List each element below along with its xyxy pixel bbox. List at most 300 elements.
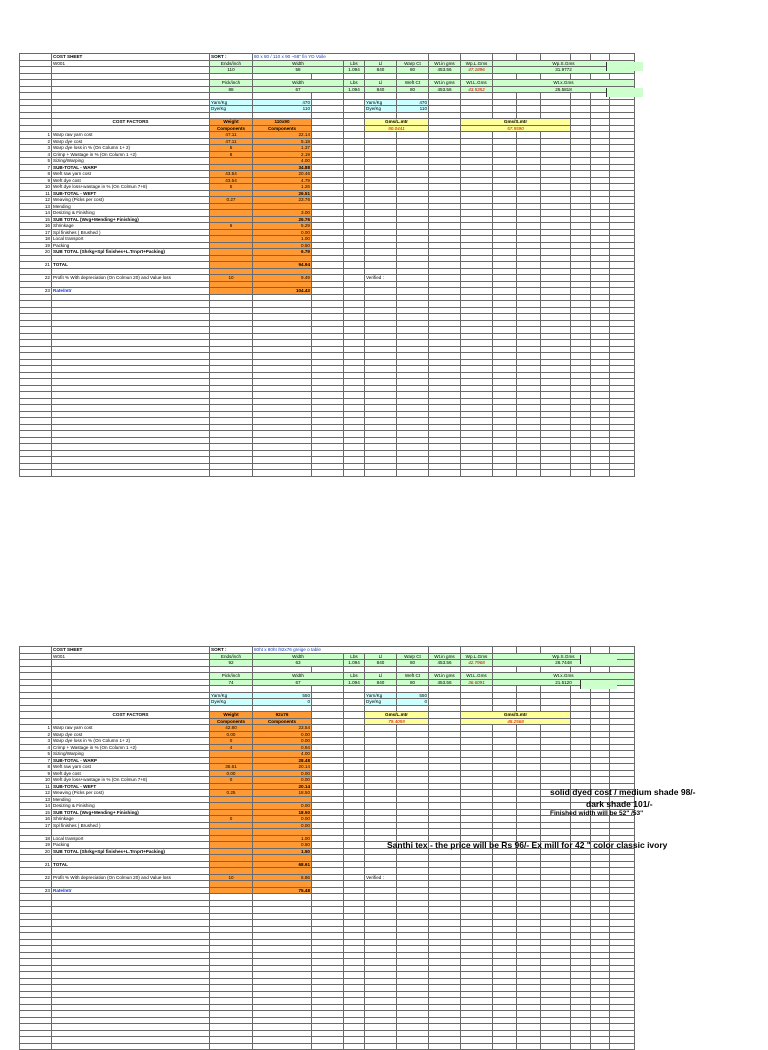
weft-header: Width bbox=[253, 673, 344, 680]
row-number: 8 bbox=[20, 171, 52, 178]
yarn-label-2: Yarn/Kg bbox=[365, 99, 397, 106]
warp-header: Warp Ct bbox=[397, 60, 429, 67]
row-number: 10 bbox=[20, 777, 52, 784]
row-number: 2 bbox=[20, 731, 52, 738]
verified-label: Verified : bbox=[365, 874, 397, 881]
weight-value: 47.11 bbox=[210, 138, 253, 145]
dye-value-2: 110 bbox=[397, 106, 429, 113]
row-number: 14 bbox=[20, 803, 52, 810]
warp-value: 453.56 bbox=[429, 660, 461, 667]
sheet-code: W001 bbox=[52, 653, 210, 660]
yarn-label-2: Yarn/Kg bbox=[365, 692, 397, 699]
cost-factor-label: Weft dye cost bbox=[52, 177, 210, 184]
cost-factor-label: Weft raw yarn cost bbox=[52, 171, 210, 178]
empty-cell bbox=[20, 1043, 52, 1050]
cost-factor-label: SUB TOTAL (Shrkg+Spl finishes+L.Trnprt+Packing) bbox=[52, 249, 210, 256]
row-number: 16 bbox=[20, 223, 52, 230]
warp-value: 1.094 bbox=[344, 660, 365, 667]
component-value: 1.00 bbox=[253, 835, 312, 842]
component-value: 6.86 bbox=[253, 874, 312, 881]
row-number: 19 bbox=[20, 242, 52, 249]
component-value: 75.48 bbox=[253, 887, 312, 894]
row-number: 16 bbox=[20, 816, 52, 823]
weight-value: 43.54 bbox=[210, 171, 253, 178]
warp-header: Ll bbox=[365, 653, 397, 660]
weight-value: 5 bbox=[210, 184, 253, 191]
sheet-code: W001 bbox=[52, 60, 210, 67]
cost-factor-label: Local transport bbox=[52, 835, 210, 842]
row-number: 4 bbox=[20, 151, 52, 158]
green-marker-4 bbox=[580, 680, 617, 689]
warp-value: 1.094 bbox=[344, 67, 365, 74]
row-number: 20 bbox=[20, 249, 52, 256]
empty-cell bbox=[493, 1043, 517, 1050]
empty-cell bbox=[571, 1043, 591, 1050]
warp-value: 63 bbox=[253, 660, 344, 667]
row-number: 13 bbox=[20, 203, 52, 210]
empty-cell bbox=[517, 470, 541, 477]
dye-label: Dye/Kg bbox=[210, 699, 253, 706]
blank-row bbox=[20, 470, 635, 477]
weft-value: 453.56 bbox=[429, 86, 461, 93]
warp-header: Lbs bbox=[344, 60, 365, 67]
empty-cell bbox=[52, 470, 210, 477]
row-number: 18 bbox=[20, 835, 52, 842]
components-label-2: Components bbox=[253, 125, 312, 132]
cost-factor-label: SUB-TOTAL - WARP bbox=[52, 164, 210, 171]
cost-factor-label: Warp raw yarn cost bbox=[52, 132, 210, 139]
weight-value: 10 bbox=[210, 275, 253, 282]
component-value: 26.76 bbox=[253, 216, 312, 223]
warp-header: Wt.in gms bbox=[429, 653, 461, 660]
empty-cell bbox=[610, 470, 635, 477]
component-value: 1.50 bbox=[253, 848, 312, 855]
cost-factor-label: Sizing/Warping bbox=[52, 751, 210, 758]
warp-header: Wp.S.Gms bbox=[493, 653, 635, 660]
blank-row bbox=[20, 1043, 635, 1050]
cost-factor-label: SUB TOTAL (Wvg+Mending+ Finishing) bbox=[52, 216, 210, 223]
component-value: 18.50 bbox=[253, 809, 312, 816]
dye-value: 0 bbox=[253, 699, 312, 706]
row-number: 7 bbox=[20, 757, 52, 764]
weight-value: 42.80 bbox=[210, 725, 253, 732]
component-value: 0.00 bbox=[253, 738, 312, 745]
cost-factor-label: Warp dye cost bbox=[52, 731, 210, 738]
warp-value: 47.1896 bbox=[461, 67, 493, 74]
row-number: 1 bbox=[20, 725, 52, 732]
warp-header: Wp.L.Gms bbox=[461, 653, 493, 660]
weight-value: 6 bbox=[210, 223, 253, 230]
cost-table bbox=[19, 53, 635, 477]
dye-value: 110 bbox=[253, 106, 312, 113]
weight-value: 43.54 bbox=[210, 177, 253, 184]
row-number: 21 bbox=[20, 861, 52, 868]
empty-cell bbox=[571, 470, 591, 477]
warp-header: Wp.S.Gms bbox=[493, 60, 635, 67]
cost-factor-label: Weft dye cost bbox=[52, 770, 210, 777]
component-value: 94.94 bbox=[253, 262, 312, 269]
component-value: 0.50 bbox=[253, 842, 312, 849]
component-value: 104.43 bbox=[253, 288, 312, 295]
cost-factor-label: Spl finishes ( Brushed ) bbox=[52, 229, 210, 236]
empty-cell bbox=[397, 470, 429, 477]
component-value: 0.00 bbox=[253, 770, 312, 777]
row-number: 7 bbox=[20, 164, 52, 171]
weight-value: 0.00 bbox=[210, 731, 253, 738]
empty-cell bbox=[344, 470, 365, 477]
empty-cell bbox=[312, 1043, 344, 1050]
cons-label: 110x90 bbox=[253, 119, 312, 126]
weight-value: 0 bbox=[210, 816, 253, 823]
cost-factor-label: SUB-TOTAL - WARP bbox=[52, 757, 210, 764]
weft-header: Width bbox=[253, 80, 344, 87]
row-number: 12 bbox=[20, 197, 52, 204]
weft-value: 840 bbox=[365, 86, 397, 93]
gms-l-label: Gms/L.mtr bbox=[365, 712, 429, 719]
row-number: 15 bbox=[20, 809, 52, 816]
components-label: Components bbox=[210, 718, 253, 725]
cost-factor-label: SUB TOTAL (Shrkg+Spl finishes+L.Trnprt+Packing) bbox=[52, 848, 210, 855]
row-number: 21 bbox=[20, 262, 52, 269]
cost-factor-label: Packing bbox=[52, 242, 210, 249]
cons-label: 92x76 bbox=[253, 712, 312, 719]
row-number: 17 bbox=[20, 822, 52, 829]
component-value: 5.18 bbox=[253, 138, 312, 145]
yarn-label: Yarn/Kg bbox=[210, 99, 253, 106]
empty-cell bbox=[429, 1043, 461, 1050]
component-value: 4.79 bbox=[253, 177, 312, 184]
empty-cell bbox=[344, 1043, 365, 1050]
weight-value: 47.11 bbox=[210, 132, 253, 139]
note-solid-dyed: solid dyed cost / medium shade 98/- bbox=[550, 787, 696, 797]
row-number: 23 bbox=[20, 288, 52, 295]
cost-factor-label: TOTAL bbox=[52, 861, 210, 868]
cost-factor-label: Crimp + Wastage in % (On Column 1 +2) bbox=[52, 151, 210, 158]
component-value: 0.00 bbox=[253, 822, 312, 829]
verified-label: Verified : bbox=[365, 275, 397, 282]
cost-factor-label: Mending bbox=[52, 796, 210, 803]
component-value: 20.14 bbox=[253, 764, 312, 771]
weft-value: 74 bbox=[210, 679, 253, 686]
warp-value: 80 bbox=[397, 660, 429, 667]
warp-value: 58 bbox=[253, 67, 344, 74]
row-number: 15 bbox=[20, 216, 52, 223]
component-value: 68.61 bbox=[253, 861, 312, 868]
empty-cell bbox=[312, 470, 344, 477]
sort-label: SORT : bbox=[210, 54, 253, 61]
empty-cell bbox=[397, 1043, 429, 1050]
weft-value: 80 bbox=[397, 86, 429, 93]
cost-factor-label: Warp dye cost bbox=[52, 138, 210, 145]
empty-cell bbox=[20, 470, 52, 477]
empty-cell bbox=[591, 1043, 610, 1050]
weight-value: 10 bbox=[210, 874, 253, 881]
weight-value: 5 bbox=[210, 145, 253, 152]
weight-value: 36.61 bbox=[210, 764, 253, 771]
cost-factor-label: Rate/mtr bbox=[52, 887, 210, 894]
warp-header: Wp.L.Gms bbox=[461, 60, 493, 67]
weft-value: 25.5818 bbox=[493, 86, 635, 93]
weft-header: Pick/inch bbox=[210, 673, 253, 680]
components-label: Components bbox=[210, 125, 253, 132]
cost-factor-label: SUB TOTAL (Wvg+Mending+ Finishing) bbox=[52, 809, 210, 816]
component-value: 34.88 bbox=[253, 164, 312, 171]
warp-value: 840 bbox=[365, 67, 397, 74]
component-value: 0.00 bbox=[253, 803, 312, 810]
cost-factor-label: Desizing & Finishing bbox=[52, 803, 210, 810]
warp-header: Lbs bbox=[344, 653, 365, 660]
yarn-value: 550 bbox=[253, 692, 312, 699]
cost-factor-label: Weaving (Picks per cost) bbox=[52, 790, 210, 797]
sheet-title: COST SHEET bbox=[52, 647, 210, 654]
weight-label: Weight bbox=[210, 119, 253, 126]
row-number: 9 bbox=[20, 770, 52, 777]
component-value: 3.00 bbox=[253, 210, 312, 217]
component-value: 2.19 bbox=[253, 151, 312, 158]
warp-value: 453.56 bbox=[429, 67, 461, 74]
yarn-value-2: 550 bbox=[397, 692, 429, 699]
weft-value: 80 bbox=[397, 679, 429, 686]
warp-header: Width bbox=[253, 60, 344, 67]
sort-value: 80 x 80 / 110 x 90 ~58" fin YD Voile bbox=[253, 54, 429, 61]
component-value: 26.51 bbox=[253, 190, 312, 197]
cost-sheet-top bbox=[19, 53, 635, 477]
row-number: 22 bbox=[20, 874, 52, 881]
row-number: 11 bbox=[20, 783, 52, 790]
empty-cell bbox=[365, 1043, 397, 1050]
cost-factor-label: Warp raw yarn cost bbox=[52, 725, 210, 732]
dye-label-2: Dye/Kg bbox=[365, 699, 397, 706]
row-number: 10 bbox=[20, 184, 52, 191]
green-marker-1 bbox=[606, 62, 643, 71]
component-value: 0.00 bbox=[253, 816, 312, 823]
cost-factors-label: COST FACTORS bbox=[52, 712, 210, 719]
warp-header: Ends/inch bbox=[210, 60, 253, 67]
empty-cell bbox=[210, 1043, 253, 1050]
cost-factor-label: Weaving (Picks per cost) bbox=[52, 197, 210, 204]
empty-cell bbox=[365, 470, 397, 477]
cost-factor-label: Rate/mtr bbox=[52, 288, 210, 295]
weft-value: 67 bbox=[253, 86, 344, 93]
empty-cell bbox=[541, 470, 571, 477]
cost-factor-label: Shrinkage bbox=[52, 816, 210, 823]
component-value: 23.54 bbox=[253, 725, 312, 732]
weft-value: 840 bbox=[365, 679, 397, 686]
weft-header: Weft Ct bbox=[397, 80, 429, 87]
cost-factor-label: SUB-TOTAL - WEFT bbox=[52, 783, 210, 790]
component-value: 0.00 bbox=[253, 731, 312, 738]
weight-value: 0.27 bbox=[210, 197, 253, 204]
cost-factor-label: Warp dye loss in % (On Column 1+ 2) bbox=[52, 145, 210, 152]
weight-value: 8 bbox=[210, 151, 253, 158]
warp-header: Ends/inch bbox=[210, 653, 253, 660]
row-number: 19 bbox=[20, 842, 52, 849]
weight-value: 0.00 bbox=[210, 770, 253, 777]
row-number: 2 bbox=[20, 138, 52, 145]
warp-header: Wt.in gms bbox=[429, 60, 461, 67]
row-number: 17 bbox=[20, 229, 52, 236]
row-number: 11 bbox=[20, 190, 52, 197]
weft-value: 453.56 bbox=[429, 679, 461, 686]
component-value: 20.14 bbox=[253, 783, 312, 790]
warp-value: 840 bbox=[365, 660, 397, 667]
component-value: 5.29 bbox=[253, 223, 312, 230]
row-number: 5 bbox=[20, 158, 52, 165]
warp-value: 42.7968 bbox=[461, 660, 493, 667]
warp-value: 80 bbox=[397, 67, 429, 74]
weft-value: 1.094 bbox=[344, 679, 365, 686]
cost-factor-label: Weft dye loss+wastage in % (On Colmun 7+8) bbox=[52, 184, 210, 191]
row-number: 14 bbox=[20, 210, 52, 217]
row-number: 13 bbox=[20, 796, 52, 803]
row-number: 20 bbox=[20, 848, 52, 855]
cost-factor-label: Packing bbox=[52, 842, 210, 849]
weft-header: Wt.in gms bbox=[429, 80, 461, 87]
component-value: 6.79 bbox=[253, 249, 312, 256]
cost-factor-label: Crimp + Wastage in % (On Column 1 +2) bbox=[52, 744, 210, 751]
gms-s-label: Gms/S.mtr bbox=[461, 119, 571, 126]
component-value: 1.26 bbox=[253, 184, 312, 191]
gms-l-label: Gms/L.mtr bbox=[365, 119, 429, 126]
component-value: 0.00 bbox=[253, 777, 312, 784]
weft-value: 67 bbox=[253, 679, 344, 686]
weft-header: Weft Ct bbox=[397, 673, 429, 680]
weft-header: Ll bbox=[365, 80, 397, 87]
row-number: 12 bbox=[20, 790, 52, 797]
cost-factor-label: Profit % With depreciation (On Colmun 20) and Value loss bbox=[52, 275, 210, 282]
row-number: 1 bbox=[20, 132, 52, 139]
weight-value: 0 bbox=[210, 777, 253, 784]
cost-factor-label: SUB-TOTAL - WEFT bbox=[52, 190, 210, 197]
weft-value: 36.6091 bbox=[461, 679, 493, 686]
warp-value: 26.7448 bbox=[493, 660, 635, 667]
weft-header: Lbs bbox=[344, 80, 365, 87]
cost-factor-label: Sizing/Warping bbox=[52, 158, 210, 165]
cost-factor-label: Warp dye loss in % (On Column 1+ 2) bbox=[52, 738, 210, 745]
cost-factor-label: Shrinkage bbox=[52, 223, 210, 230]
warp-header: Ll bbox=[365, 60, 397, 67]
component-value: 23.76 bbox=[253, 197, 312, 204]
sheet-title: COST SHEET bbox=[52, 54, 210, 61]
weight-value: 4 bbox=[210, 744, 253, 751]
component-value: 9.49 bbox=[253, 275, 312, 282]
weft-header: Wt.in gms bbox=[429, 673, 461, 680]
component-value: 0.50 bbox=[253, 242, 312, 249]
dye-label: Dye/Kg bbox=[210, 106, 253, 113]
empty-cell bbox=[610, 1043, 635, 1050]
warp-value: 92 bbox=[210, 660, 253, 667]
cost-factor-label: Profit % With depreciation (On Colmun 20) and Value loss bbox=[52, 874, 210, 881]
dye-label-2: Dye/Kg bbox=[365, 106, 397, 113]
weft-header: Wt.L.Gms bbox=[461, 673, 493, 680]
empty-cell bbox=[493, 470, 517, 477]
weft-value: 88 bbox=[210, 86, 253, 93]
note-finished-width: Finished width will be 52" /53" bbox=[550, 810, 644, 817]
gms-s-value: 48.2568 bbox=[461, 718, 571, 725]
warp-header: Warp Ct bbox=[397, 653, 429, 660]
green-marker-3 bbox=[580, 655, 617, 664]
cost-factor-label: TOTAL bbox=[52, 262, 210, 269]
cost-factor-label: Desizing & Finishing bbox=[52, 210, 210, 217]
row-number: 4 bbox=[20, 744, 52, 751]
empty-cell bbox=[253, 1043, 312, 1050]
empty-cell bbox=[52, 1043, 210, 1050]
weft-header: Pick/inch bbox=[210, 80, 253, 87]
yarn-value-2: 470 bbox=[397, 99, 429, 106]
sort-value: 80ht x 80ht /92x76 greige o table bbox=[253, 647, 429, 654]
component-value: 18.50 bbox=[253, 790, 312, 797]
component-value: 20.46 bbox=[253, 171, 312, 178]
weight-value: 0.25 bbox=[210, 790, 253, 797]
empty-cell bbox=[517, 1043, 541, 1050]
empty-cell bbox=[461, 1043, 493, 1050]
weft-header: Lbs bbox=[344, 673, 365, 680]
row-number: 22 bbox=[20, 275, 52, 282]
row-number: 5 bbox=[20, 751, 52, 758]
component-value: 28.48 bbox=[253, 757, 312, 764]
cost-factor-label: Weft dye loss+wastage in % (On Colmun 7+8) bbox=[52, 777, 210, 784]
empty-cell bbox=[210, 470, 253, 477]
gms-s-label: Gms/S.mtr bbox=[461, 712, 571, 719]
empty-cell bbox=[541, 1043, 571, 1050]
component-value: 22.14 bbox=[253, 132, 312, 139]
weft-header: Wt.x.Gms bbox=[493, 80, 635, 87]
sort-label: SORT : bbox=[210, 647, 253, 654]
gms-l-value: 79.4059 bbox=[365, 718, 429, 725]
weft-value: 21.5120 bbox=[493, 679, 635, 686]
yarn-label: Yarn/Kg bbox=[210, 692, 253, 699]
empty-cell bbox=[591, 470, 610, 477]
warp-value: 31.9772 bbox=[493, 67, 635, 74]
cost-factor-label: Weft raw yarn cost bbox=[52, 764, 210, 771]
weight-label: Weight bbox=[210, 712, 253, 719]
empty-cell bbox=[429, 470, 461, 477]
yarn-value: 470 bbox=[253, 99, 312, 106]
green-marker-2 bbox=[606, 88, 643, 97]
gms-s-value: 57.5590 bbox=[461, 125, 571, 132]
row-number: 9 bbox=[20, 177, 52, 184]
warp-value: 110 bbox=[210, 67, 253, 74]
empty-cell bbox=[461, 470, 493, 477]
cost-factors-label: COST FACTORS bbox=[52, 119, 210, 126]
cost-factor-label: Mending bbox=[52, 203, 210, 210]
weft-header: Ll bbox=[365, 673, 397, 680]
dye-value-2: 0 bbox=[397, 699, 429, 706]
component-value: 1.00 bbox=[253, 236, 312, 243]
weft-header: Wt.x.Gms bbox=[493, 673, 635, 680]
component-value: 0.00 bbox=[253, 229, 312, 236]
note-dark-shade: dark shade 101/- bbox=[586, 799, 653, 809]
row-number: 8 bbox=[20, 764, 52, 771]
row-number: 23 bbox=[20, 887, 52, 894]
weft-header: Wt.L.Gms bbox=[461, 80, 493, 87]
cost-factor-label: Spl finishes ( Brushed ) bbox=[52, 822, 210, 829]
component-value: 1.37 bbox=[253, 145, 312, 152]
component-value: 0.94 bbox=[253, 744, 312, 751]
component-value: 4.00 bbox=[253, 158, 312, 165]
weight-value: 0 bbox=[210, 738, 253, 745]
row-number: 18 bbox=[20, 236, 52, 243]
warp-header: Width bbox=[253, 653, 344, 660]
cost-factor-label: Local transport bbox=[52, 236, 210, 243]
components-label-2: Components bbox=[253, 718, 312, 725]
component-value: 4.00 bbox=[253, 751, 312, 758]
row-number: 3 bbox=[20, 145, 52, 152]
weft-value: 1.094 bbox=[344, 86, 365, 93]
gms-l-value: 90.0441 bbox=[365, 125, 429, 132]
empty-cell bbox=[253, 470, 312, 477]
weft-value: 43.5352 bbox=[461, 86, 493, 93]
